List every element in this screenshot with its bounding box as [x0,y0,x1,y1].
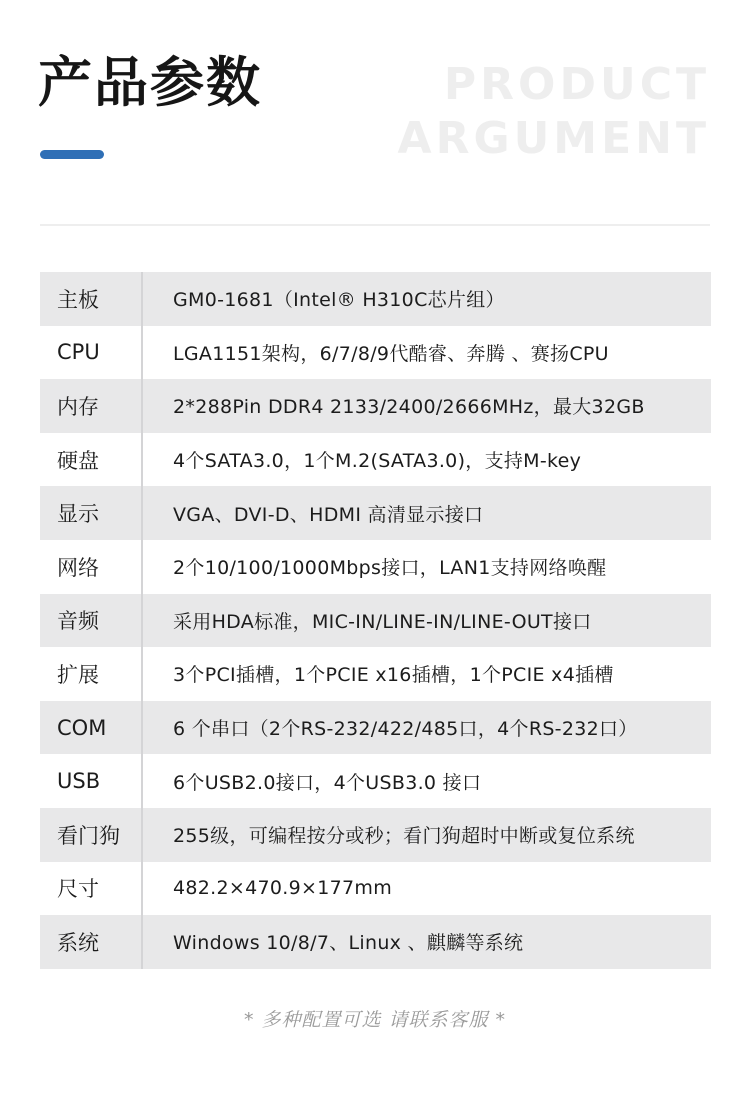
spec-label: 网络 [40,540,143,594]
spec-label: 显示 [40,486,143,540]
page-title-english [398,58,710,166]
spec-row-os [40,915,711,969]
spec-value: LGA1151架构，6/7/8/9代酷睿、奔腾 、赛扬CPU [173,342,609,365]
spec-value: 3个PCI插槽，1个PCIE x16插槽，1个PCIE x4插槽 [173,664,614,687]
spec-row-mainboard [40,272,711,326]
spec-label: 扩展 [40,647,143,701]
spec-row-cpu [40,326,711,380]
spec-value: 255级，可编程按分或秒；看门狗超时中断或复位系统 [173,825,635,848]
spec-label: 系统 [40,915,143,969]
spec-row-storage [40,433,711,487]
spec-value: 6 个串口（2个RS-232/422/485口，4个RS-232口） [173,718,638,741]
spec-row-usb [40,754,711,808]
spec-row-expansion [40,647,711,701]
spec-row-display [40,486,711,540]
title-en-line-1: PRODUCT [443,59,710,110]
spec-label: 主板 [40,272,143,326]
title-en-line-2: ARGUMENT [397,113,710,164]
spec-row-dimensions [40,862,711,916]
spec-table [40,272,711,969]
spec-label: 看门狗 [40,808,143,862]
spec-row-watchdog [40,808,711,862]
spec-value: GM0-1681（Intel® H310C芯片组） [173,289,505,312]
spec-value: 482.2×470.9×177mm [173,877,393,900]
spec-row-network [40,540,711,594]
spec-value: Windows 10/8/7、Linux 、麒麟等系统 [173,932,524,955]
header-divider [40,224,710,226]
spec-row-com [40,701,711,755]
spec-label: 音频 [40,594,143,648]
spec-label: 尺寸 [40,862,143,916]
spec-value: VGA、DVI-D、HDMI 高清显示接口 [173,503,484,526]
spec-value: 4个SATA3.0，1个M.2(SATA3.0)，支持M-key [173,450,582,473]
spec-label: 硬盘 [40,433,143,487]
footnote: * 多种配置可选 请联系客服 * [243,1009,507,1031]
spec-value: 6个USB2.0接口，4个USB3.0 接口 [173,771,482,794]
spec-label: 内存 [40,379,143,433]
spec-label: COM [40,701,143,755]
accent-bar [40,150,104,159]
spec-row-audio [40,594,711,648]
spec-value: 采用HDA标准，MIC-IN/LINE-IN/LINE-OUT接口 [173,610,592,633]
spec-row-memory [40,379,711,433]
spec-value: 2*288Pin DDR4 2133/2400/2666MHz，最大32GB [173,396,645,419]
page-title: 产品参数 [38,51,262,114]
spec-value: 2个10/100/1000Mbps接口，LAN1支持网络唤醒 [173,557,607,580]
spec-label: USB [40,754,143,808]
spec-label: CPU [40,326,143,380]
